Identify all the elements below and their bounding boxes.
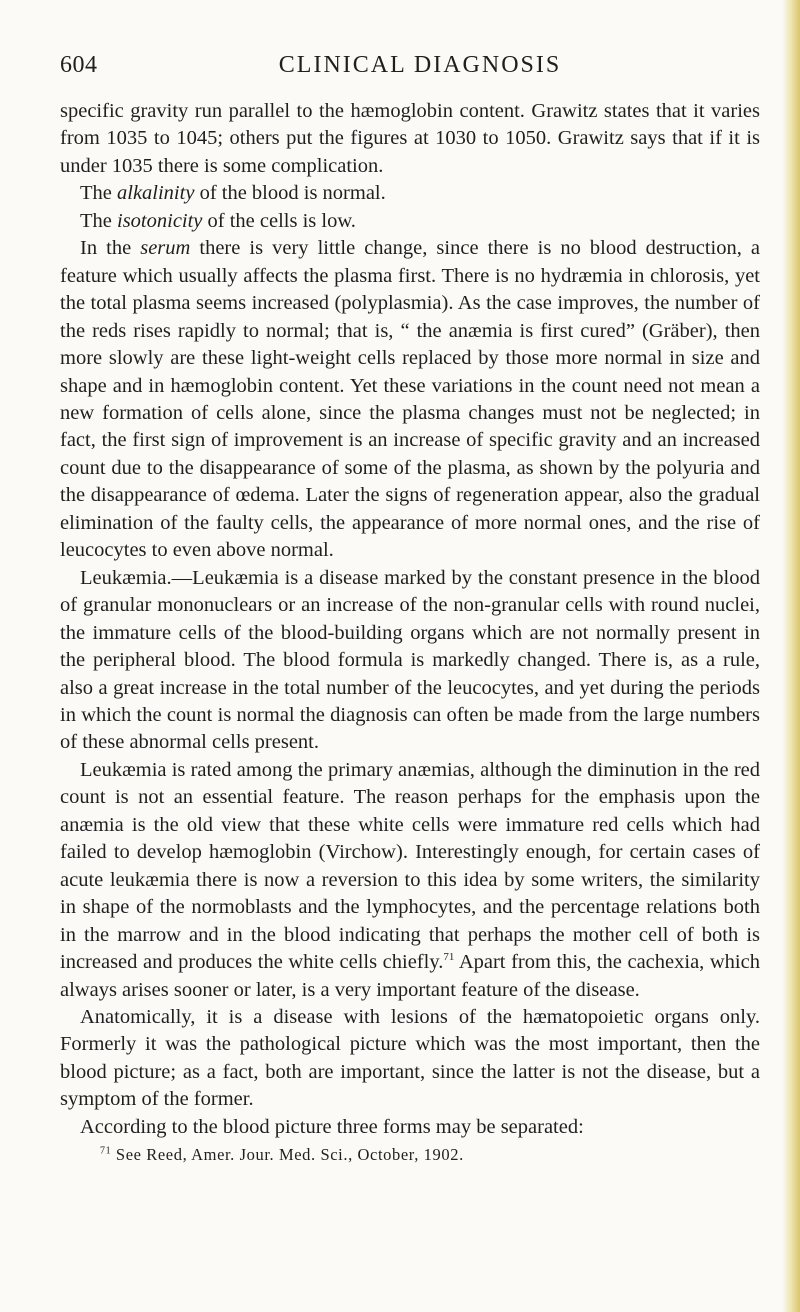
paragraph-text: Leukæmia is rated among the primary anæmias, although the diminution in the red count is not an essential feature. The reason perhaps for the emphasis upon the anæmia is the old view that these white cells were immature red cells which had failed to develop hæmoglobin (Virchow). Interestingly enough, for certain cases of acute leukæmia there is now a reversion to this idea by some writers, the similarity in shape of the normoblasts and the lymphocytes, and the percentage relations both in the marrow and in the blood indicating that perhaps the mother cell of both is increased and produces the white cells chiefly.: [60, 758, 760, 974]
paragraph-text: Apart from this, the cachexia, which always arises sooner or later, is a very important feature of the disease.: [60, 951, 760, 1001]
paragraph-serum: [60, 235, 760, 564]
paragraph-alkalinity: [60, 180, 760, 207]
paragraph-leukaemia-rating: [60, 757, 760, 1004]
paragraph-text: of the blood is normal.: [194, 182, 386, 205]
footnote: [60, 1141, 760, 1168]
page-edge-stain: [782, 0, 800, 1312]
paragraph-text: The: [80, 209, 117, 232]
paragraph-text: Anatomically, it is a disease with lesions of the hæmatopoietic organs only. Formerly it was the pathological picture which was the most important, then the blood picture; as a fact, both are important, since the latter is not the disease, but a symptom of the former.: [60, 1005, 760, 1111]
paragraph-text: of the cells is low.: [202, 209, 356, 232]
paragraph-anatomically: [60, 1004, 760, 1114]
paragraph-text: The: [80, 182, 117, 205]
footnote-reference: 71: [443, 951, 455, 964]
paragraph-text: In the: [80, 237, 141, 260]
term-isotonicity: isotonicity: [117, 209, 203, 232]
term-serum: serum: [140, 237, 191, 260]
term-alkalinity: alkalinity: [117, 182, 195, 205]
paragraph-text: According to the blood picture three forms may be separated:: [80, 1115, 584, 1138]
paragraph-specific-gravity: [60, 98, 760, 180]
section-heading-leukaemia: Leukæmia.: [80, 566, 172, 589]
footnote-text: See Reed, Amer. Jour. Med. Sci., October, 1902.: [111, 1145, 464, 1165]
paragraph-text: —Leukæmia is a disease marked by the constant presence in the blood of granular mononuclears or an increase of the non-granular cells with round nuclei, the immature cells of the blood-building organs which are not normally present in the peripheral blood. The blood formula is markedly changed. There is, as a rule, also a great increase in the total number of the leucocytes, and yet during the periods in which the count is normal the diagnosis can often be made from the large numbers of these abnormal cells present.: [60, 566, 760, 754]
paragraph-text: specific gravity run parallel to the hæmoglobin content. Grawitz states that it varies from 1035 to 1045; others put the figures at 1030 to 1050. Grawitz says that if it is under 1035 there is some complication.: [60, 100, 760, 177]
body-text: [60, 98, 760, 1168]
paragraph-text: there is very little change, since there is no blood destruction, a feature which usually affects the plasma first. There is no hydræmia in chlorosis, yet the total plasma seems increased (polyplasmia). As the case improves, the number of the reds rises rapidly to normal; that is, “ the anæmia is first cured” (Gräber), then more slowly are these light-weight cells replaced by those more normal in size and shape and in hæmoglobin content. Yet these variations in the count need not mean a new formation of cells alone, since the plasma changes must not be neglected; in fact, the first sign of improvement is an increase of specific gravity and an increased count due to the disappearance of some of the plasma, as shown by the polyuria and the disappearance of œdema. Later the signs of regeneration appear, also the gradual elimination of the faulty cells, the appearance of more normal ones, and the rise of leucocytes to even above normal.: [60, 237, 760, 562]
paragraph-isotonicity: [60, 208, 760, 235]
footnote-number: 71: [100, 1145, 112, 1157]
paragraph-three-forms: [60, 1114, 760, 1141]
page-header: [60, 52, 760, 82]
paragraph-leukaemia-definition: [60, 565, 760, 757]
running-head: CLINICAL DIAGNOSIS: [278, 52, 562, 78]
page-number: 604: [60, 52, 98, 78]
